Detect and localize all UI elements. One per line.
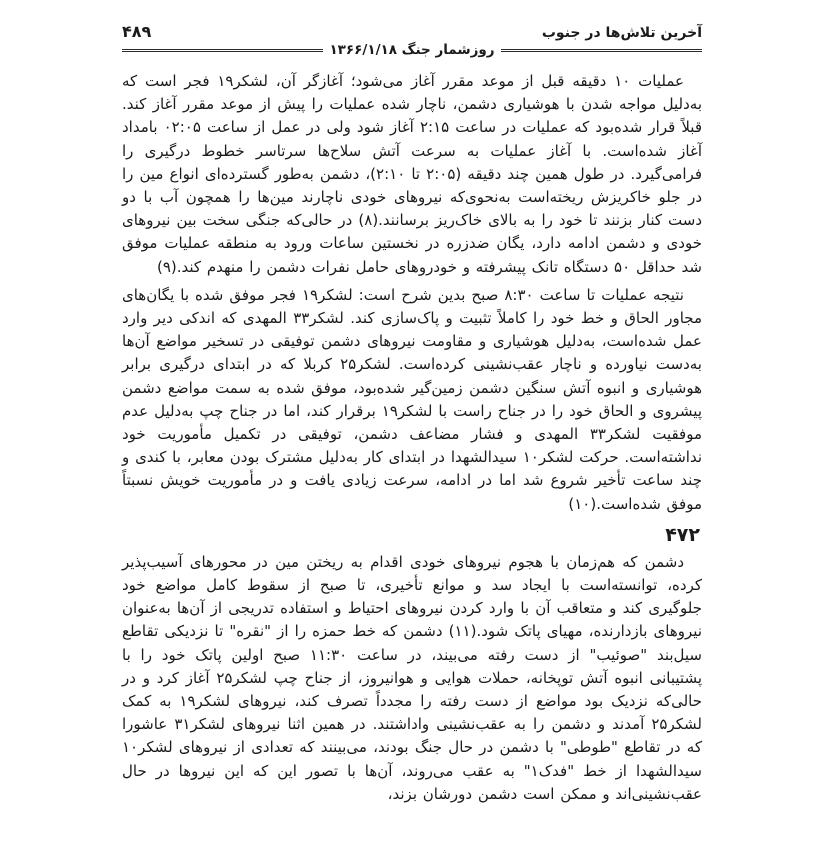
header-rule-right	[501, 49, 702, 52]
paragraph-enemy-counterattack: دشمن که هم‌زمان با هجوم نیروهای خودی اقدام به ریختن مین در محورهای آسیب‌پذیر کرده، توانسته‌است با ایجاد سد و موانع تأخیری، تا صبح از سقوط کامل مواضع خود جلوگیری کند و متعاقب آن با وارد کردن نیروهای احتیاط و استفاده تدریجی از آن‌ها به‌عنوان نیروهای بازدارنده، مهیای پاتک شود.(۱۱) دشمن که خط حمزه را از "نقره" تا نزدیکی تقاطع سیل‌بند "صوئیب" از دست رفته می‌بیند، در ساعت ۱۱:۳۰ صبح اولین پاتک خود را با پشتیبانی انبوه آتش توپخانه، حملات هوایی و هوانیروز، از جناح چپ لشکر۲۵ آغاز کرد و در حالی‌که نزدیک بود مواضع از دست رفته را مجدداً تصرف کند، نیروهای لشکر۱۹ به کمک لشکر۲۵ آمدند و دشمن را به عقب‌نشینی واداشتند. در همین اثنا نیروهای لشکر۳۱ عاشورا که در تقاطع "طوطی" با دشمن در حال جنگ بودند، می‌بینند که تعدادی از نیروهای لشکر۱۰ سیدالشهدا از خط "فدک۱" به عقب می‌روند، آن‌ها با تصور این که این نیروها در حال عقب‌نشینی‌اند و ممکن است دشمن دورشان بزند،	[122, 552, 702, 803]
chapter-title: آخرین تلاش‌ها در جنوب	[541, 25, 702, 41]
header-title-row	[122, 22, 702, 41]
page-body	[122, 70, 702, 806]
header-rule-left	[122, 49, 323, 52]
section-number-heading: ۴۷۲	[665, 523, 700, 546]
page-header	[122, 22, 702, 58]
running-title: روزشمار جنگ ۱۳۶۶/۱/۱۸	[329, 42, 495, 58]
header-rule-row	[122, 42, 702, 58]
page-number: ۴۸۹	[122, 22, 152, 41]
paragraph-operation-results: نتیجه عملیات تا ساعت ۸:۳۰ صبح بدین شرح است: لشکر۱۹ فجر موفق شده با یگان‌های مجاور الحاق و خط خود را کاملاً تثبیت و پاک‌سازی کند. لشکر۳۳ المهدی که اندکی دیر وارد عمل شده‌است، به‌دلیل هوشیاری و مقاومت نیروهای دشمن توفیقی در تسخیر مواضع آن‌ها به‌دست نیاورده و ناچار عقب‌نشینی کرده‌است. لشکر۲۵ کربلا که در ابتدای درگیری برابر هوشیاری و انبوه آتش سنگین دشمن زمین‌گیر شده‌بود، موفق شده به سمت مواضع دشمن پیشروی و الحاق خود را در جناح راست با لشکر۱۹ برقرار کند، اما در جناح چپ به‌دلیل عدم موفقیت لشکر۳۳ المهدی و فشار مضاعف دشمن، توفیقی در تکمیل مأموریت خود نداشته‌است. حرکت لشکر۱۰ سیدالشهدا در ابتدای کار به‌دلیل مشترک بودن معابر، با کندی و چند ساعت تأخیر شروع شد اما در ادامه، سرعت زیادی یافت و در مأموریت خویش نسبتاً موفق شده‌است.(۱۰)	[122, 285, 703, 513]
paragraph-operation-start: عملیات ۱۰ دقیقه قبل از موعد مقرر آغاز می‌شود؛ آغازگر آن، لشکر۱۹ فجر است که به‌دلیل مواجه شدن با هوشیاری دشمن، ناچار شده عملیات را پیش از موعد مقرر آغاز کند. قبلاً قرار شده‌بود که عملیات در ساعت ۲:۱۵ آغاز شود ولی در عمل از ساعت ۰۲:۰۵ بامداد آغاز شده‌است. با آغاز عملیات به سرعت آتش سلاح‌ها سرتاسر خطوط درگیری را فرامی‌گیرد. در طول همین چند دقیقه (۲:۰۵ تا ۲:۱۰)، دشمن به‌طور گسترده‌ای انواع مین را در جلو خاکریزش ریخته‌است به‌نحوی‌که نیروهای خودی ناچارند مین‌ها را همچون آب با دو دست کنار بزنند تا خود را به بالای خاک‌ریز برسانند.(۸) در حالی‌که جنگی سخت بین نیروهای خودی و دشمن ادامه دارد، یگان ضدزره در نخستین ساعات ورود به منطقه عملیات موفق شد حداقل ۵۰ دستگاه تانک پیشرفته و خودروهای حامل نفرات دشمن را منهدم کند.(۹)	[122, 72, 703, 276]
